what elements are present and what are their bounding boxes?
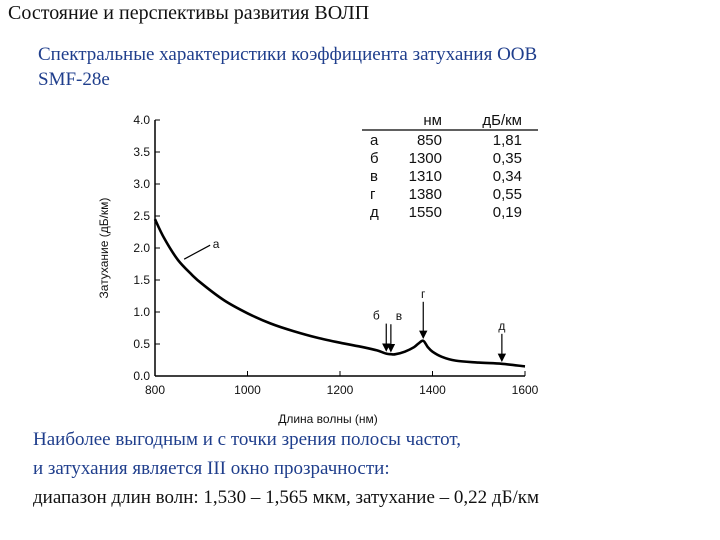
x-tick-label: 1000 bbox=[234, 383, 261, 397]
chart-ticks bbox=[133, 113, 538, 397]
annotation-layer bbox=[184, 237, 505, 361]
slide-title: Состояние и перспективы развития ВОЛП bbox=[8, 2, 370, 24]
table-cell: 1,81 bbox=[492, 132, 522, 149]
table-cell: 1310 bbox=[408, 168, 442, 185]
table-cell: 0,19 bbox=[492, 204, 522, 221]
x-tick-label: 1400 bbox=[419, 383, 446, 397]
x-axis-title: Длина волны (нм) bbox=[278, 412, 378, 426]
table-cell: 1550 bbox=[408, 204, 442, 221]
annotation-label: в bbox=[395, 309, 403, 324]
y-tick-label: 1.0 bbox=[133, 305, 150, 319]
attenuation-curve bbox=[155, 219, 525, 366]
y-tick-label: 3.5 bbox=[133, 145, 150, 159]
y-tick-label: 2.5 bbox=[133, 209, 150, 223]
table-cell: 0,55 bbox=[492, 186, 522, 203]
table-cell: 0,35 bbox=[492, 150, 522, 167]
subtitle-line: SMF-28e bbox=[38, 69, 110, 90]
table-cell: д bbox=[370, 204, 379, 221]
table-cell: 850 bbox=[416, 132, 442, 149]
table-cell: г bbox=[370, 186, 376, 203]
table-cell: б bbox=[370, 150, 379, 167]
annotation-label: б bbox=[372, 308, 380, 323]
y-axis-title: Затухание (дБ/км) bbox=[97, 197, 111, 299]
y-tick-label: 0.5 bbox=[133, 337, 150, 351]
y-tick-label: 4.0 bbox=[133, 113, 150, 127]
caption-line: и затухания является III окно прозрачности: bbox=[33, 458, 390, 479]
x-tick-label: 1200 bbox=[326, 383, 354, 397]
y-tick-label: 3.0 bbox=[133, 177, 150, 191]
annotation-label: а bbox=[212, 237, 220, 252]
table-header: нм bbox=[423, 112, 442, 129]
table-cell: в bbox=[370, 168, 378, 185]
y-tick-label: 1.5 bbox=[133, 273, 150, 287]
table-cell: 0,34 bbox=[492, 168, 522, 185]
caption-line: диапазон длин волн: 1,530 – 1,565 мкм, затухание – 0,22 дБ/км bbox=[33, 487, 540, 508]
annotation-label: д bbox=[498, 318, 506, 333]
curve-layer bbox=[155, 219, 525, 366]
table-header: дБ/км bbox=[482, 112, 522, 129]
x-tick-label: 1600 bbox=[511, 383, 539, 397]
subtitle-line: Спектральные характеристики коэффициента затухания ООВ bbox=[38, 44, 538, 65]
caption-line: Наиболее выгодным и с точки зрения полосы частот, bbox=[33, 429, 462, 450]
annotation-label: г bbox=[421, 286, 426, 301]
x-tick-label: 800 bbox=[144, 383, 166, 397]
table-cell: 1300 bbox=[408, 150, 442, 167]
chart-axes bbox=[155, 120, 525, 376]
table-cell: а bbox=[370, 132, 379, 149]
y-tick-label: 0.0 bbox=[133, 369, 150, 383]
data-table bbox=[362, 112, 538, 221]
y-tick-label: 2.0 bbox=[133, 241, 150, 255]
annotation-leader bbox=[184, 245, 210, 259]
table-cell: 1380 bbox=[408, 186, 442, 203]
slide-caption bbox=[33, 425, 713, 512]
